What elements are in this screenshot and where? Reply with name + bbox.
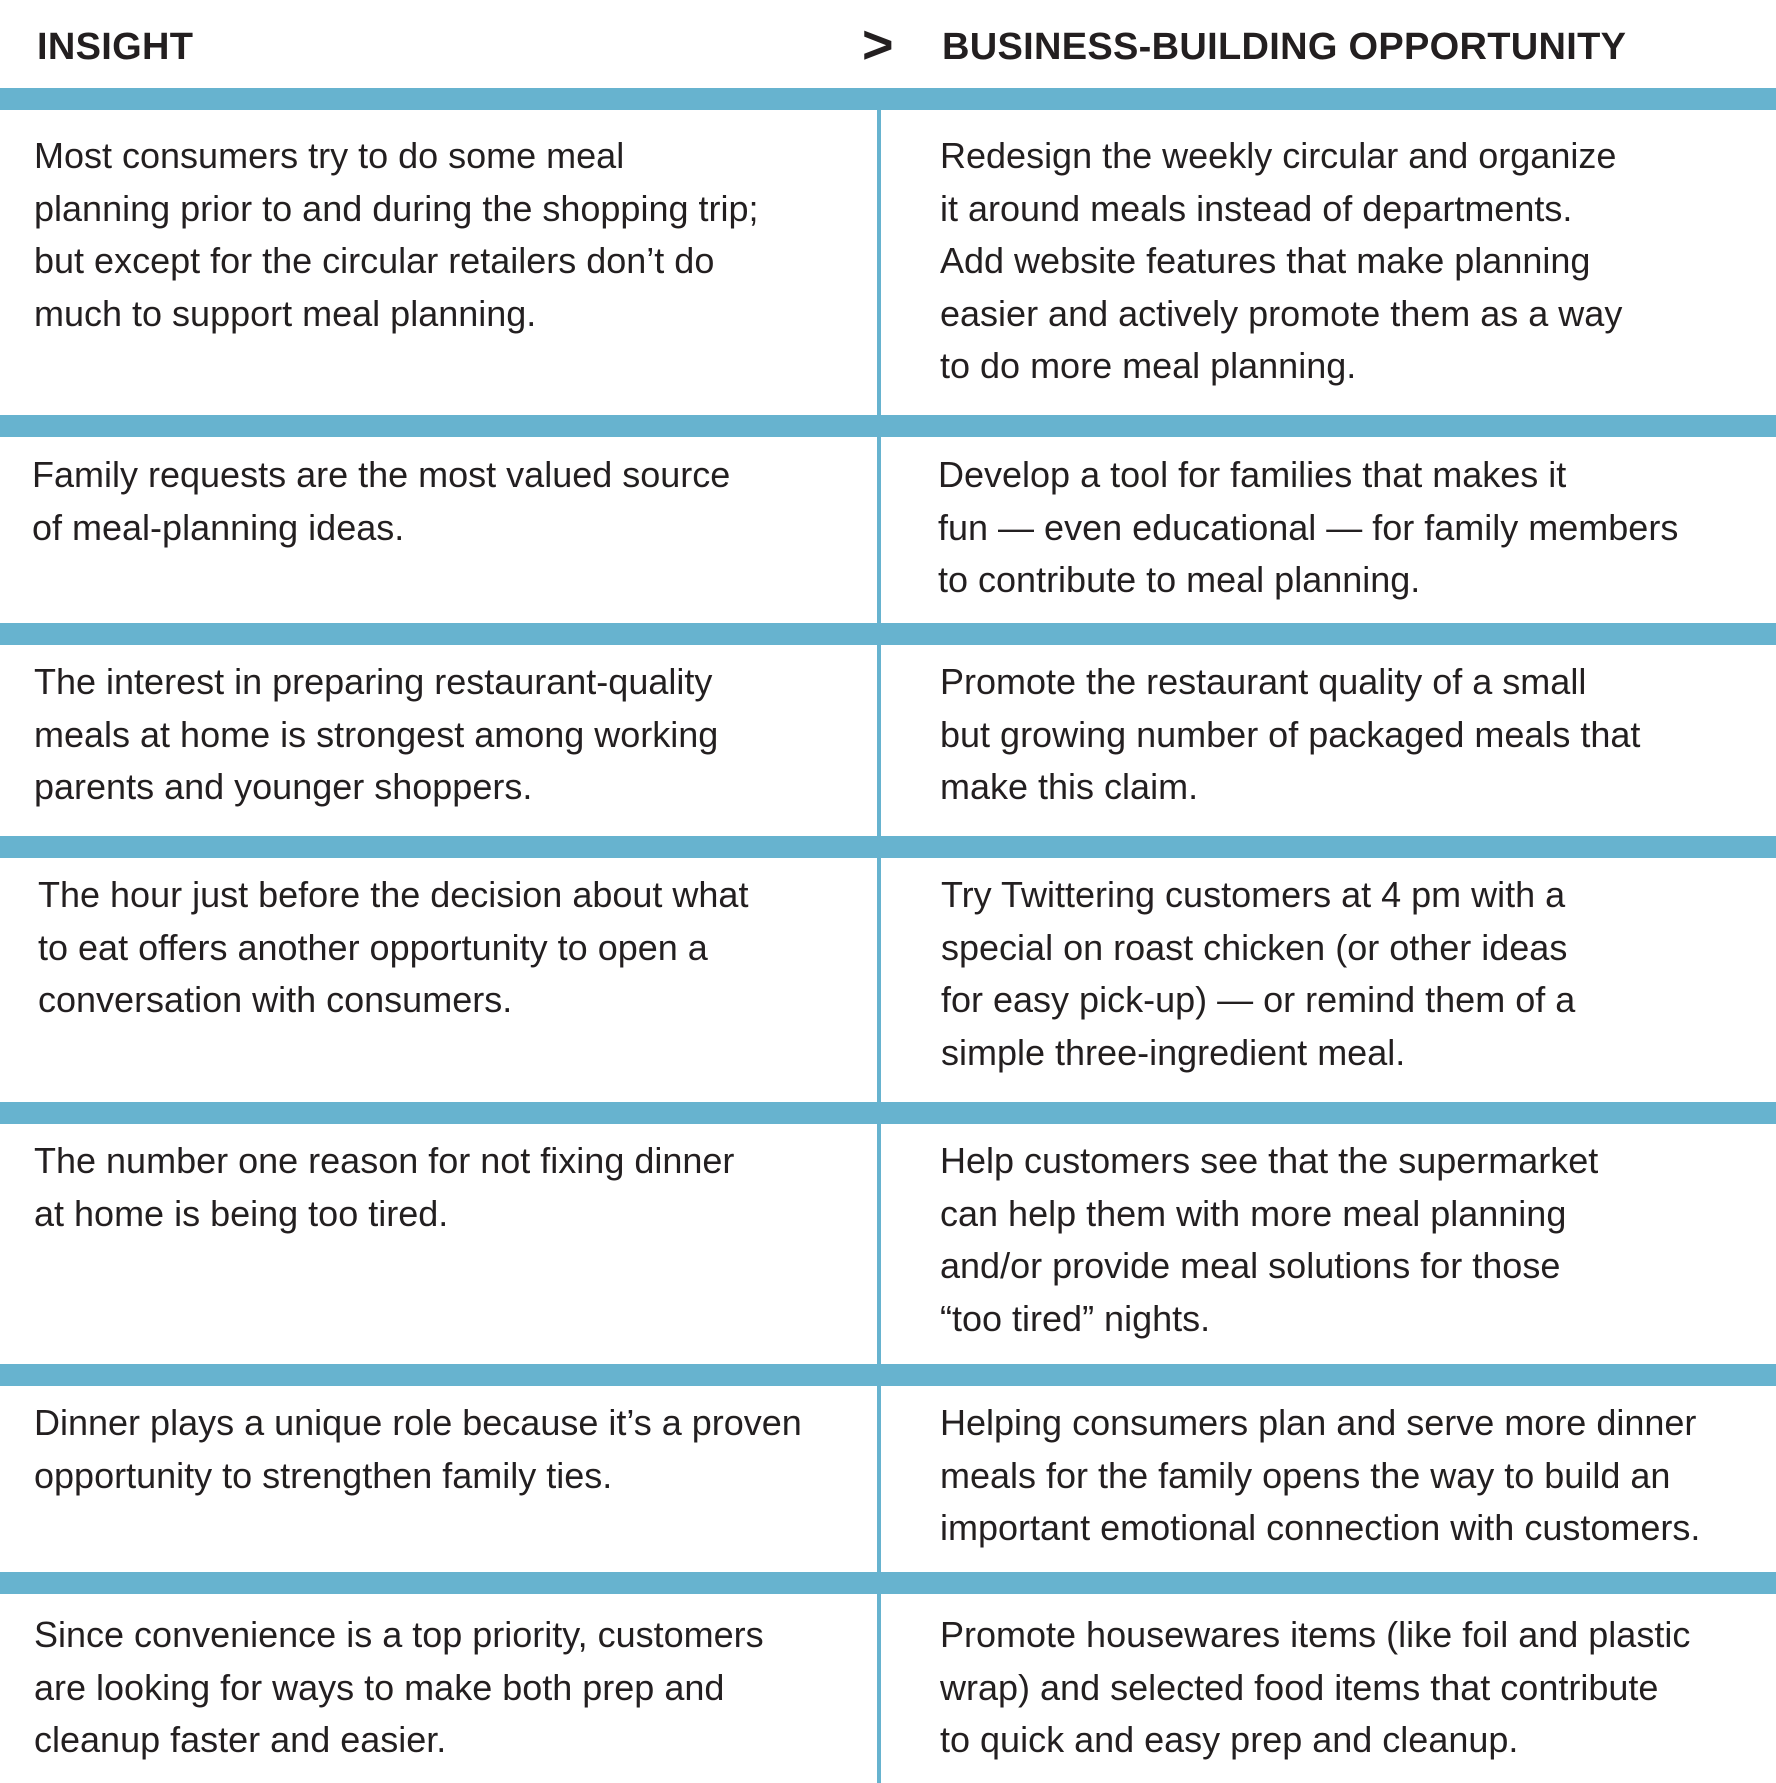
- arrow-icon: >: [862, 15, 894, 75]
- opportunity-cell: Try Twittering customers at 4 pm with a special on roast chicken (or other ideas for easy pick-up) — or remind them of a simple three-ingredient meal.: [941, 874, 1576, 1073]
- opportunity-cell: Helping consumers plan and serve more dinner meals for the family opens the way to build an important emotional connection with customers.: [940, 1402, 1701, 1548]
- opportunity-column-heading: BUSINESS-BUILDING OPPORTUNITY: [942, 26, 1627, 68]
- opportunity-cell: Promote the restaurant quality of a small but growing number of packaged meals that make this claim.: [940, 661, 1641, 807]
- row-divider: [0, 1364, 1776, 1386]
- insight-cell: Family requests are the most valued source of meal-planning ideas.: [32, 454, 731, 548]
- row-divider: [0, 88, 1776, 110]
- insight-cell: The interest in preparing restaurant-quality meals at home is strongest among working parents and younger shoppers.: [34, 661, 719, 807]
- insight-cell: The number one reason for not fixing dinner at home is being too tired.: [34, 1140, 735, 1234]
- row-divider: [0, 836, 1776, 858]
- insight-cell: Most consumers try to do some meal planning prior to and during the shopping trip; but except for the circular retailers don’t do much to support meal planning.: [34, 135, 759, 334]
- insight-cell: Dinner plays a unique role because it’s a proven opportunity to strengthen family ties.: [34, 1402, 802, 1496]
- row-divider: [0, 1572, 1776, 1594]
- opportunity-cell: Develop a tool for families that makes it fun — even educational — for family members to contribute to meal planning.: [938, 454, 1679, 600]
- insight-column-heading: INSIGHT: [37, 26, 194, 68]
- opportunity-cell: Promote housewares items (like foil and plastic wrap) and selected food items that contribute to quick and easy prep and cleanup.: [940, 1614, 1691, 1760]
- row-divider: [0, 623, 1776, 645]
- column-divider: [877, 88, 881, 1783]
- row-divider: [0, 1102, 1776, 1124]
- insight-cell: The hour just before the decision about what to eat offers another opportunity to open a conversation with consumers.: [38, 874, 749, 1020]
- table-header: [0, 0, 1776, 88]
- opportunity-cell: Help customers see that the supermarket can help them with more meal planning and/or provide meal solutions for those “too tired” nights.: [940, 1140, 1599, 1339]
- insight-cell: Since convenience is a top priority, customers are looking for ways to make both prep and cleanup faster and easier.: [34, 1614, 764, 1760]
- row-divider: [0, 415, 1776, 437]
- opportunity-cell: Redesign the weekly circular and organize it around meals instead of departments. Add website features that make planning easier and actively promote them as a way to do more meal planning.: [940, 135, 1623, 386]
